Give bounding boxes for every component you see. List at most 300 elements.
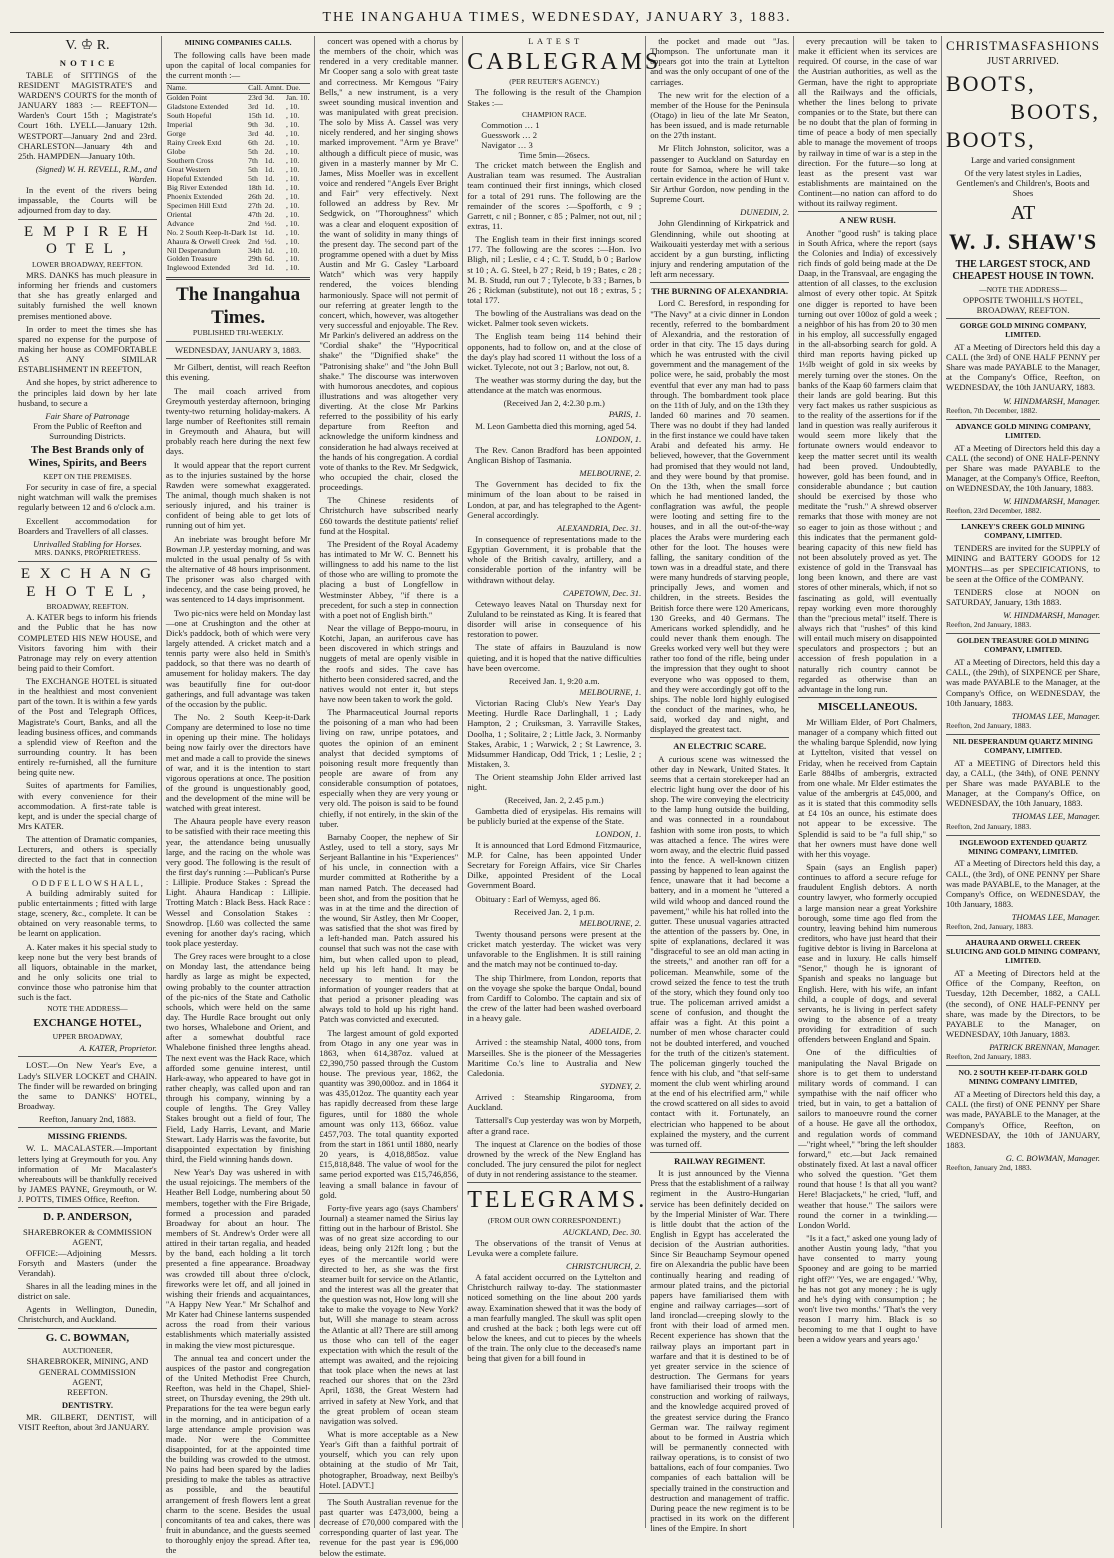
news-p1: concert was opened with a chorus by the members of the choir, which was rendered in a very creditable manner. Mr Cooper sang a solo with great taste and correctness. Mr Kemgous "Fairy Bells," a new instrument, is a very sweet sounding musical invention and was manipulated with great precision. The solo by Miss A. Cassel was very nicely rendered, and her singing shows marked improvement. "Arm ye Brave" although a difficult piece of music, was given in a masterly manner by Mr C. James, Miss Moeller was in excellent voice and rendered "Angels Ever Bright and Fair" very effectively. Next followed an address by Rev. Mr Sedgwick, on "Thoroughness" which was a clear and eloquent exposition of the want of solidity in many things of the present day. The second part of the programme opened with a duet by Miss Austin and Mr G. Casley "Larboard Watch" which was very happily rendered, the voices blending harmoniously. Space will not permit of our referring at greater length to the concert, which, however, was altogether very successful and enjoyable. The Rev. Mr Parkin's delivered an address on the "Cordial shake" the "Hypocritical shake" the "Dignified shake" the "Patronising shake" and "the John Bull shake." The discourse was interwoven with humorous anecdotes, and copious illustrations and was altogether very diverting. At the close Mr Parkins referred to the possibility of his early departure from Reefton and acknowledge the uniform kindness and consideration he had always received at the hands of his congregation. A cordial vote of thanks to the Rev. Mr Sedgwick, who occupied the chair, closed the proceedings. (319, 36, 459, 493)
calls-cell: 2d. (264, 138, 275, 148)
news-p6: Barnaby Cooper, the nephew of Sir Astley, used to tell a story, says Mr Serjeant Ballantine in his "Experiences" of his uncle, in connection with a murder committed at Rotherithe by a man named Patch. The deceased had been shot, and from the position that he was in at the time and the direction of the wound, Sir Astley, then Mr Cooper, was satisfied that the shot was fired by a left-handed man. Patch assured his counsel that such was not the case with him, but when called upon to plead, held up his left hand. It may be necessary to mention for the information of younger readers that at that period a prisoner pleading was always told to hold up his right hand. Patch was convicted and executed. (319, 831, 459, 1025)
calls-cell: 3rd (248, 263, 259, 273)
cable-p16: The Orient steamship John Elder arrived last night. (467, 772, 642, 793)
horse-name: Commotion (481, 119, 523, 130)
dateline-auckland: AUCKLAND, Dec. 30. (563, 1226, 642, 1237)
calls-cell: 6th (248, 138, 258, 148)
anderson-body: OFFICE:—Adjoining Messrs. Forsyth and Masters (under the Verandah). (18, 1247, 157, 1278)
news-p3: The President of the Royal Academy has intimated to Mr W. C. Bennett his willingness to add his name to the list of those who are willing to promote the placing a bust of Longfellow in Westminster Abbey, "if there is a precedent, for such a step in connection with a poet not of English birth." (319, 538, 459, 620)
news-p3: It would appear that the report current as to the injuries sustained by the horse Rawden were somewhat exaggerated. The animal, though much shaken is not seriously injured, and his trainer is confident of being able to get lots of running out of him yet. (165, 459, 311, 531)
railway-body: It is just announced by the Vienna Press that the establishment of a railway regiment in the Austro-Hungarian service has been definitely decided on by the Imperial Minister of War. There is little doubt that the action of the English in Egypt has accelerated the decision of the Austrian authorities. Since Sir Beauchamp Seymour opened fire on Alexandria the public have been continually hearing and reading of armour plated trains, and the pictorial papers have familiarised them with engine and railway carriages—sort of land ironclad—creeping slowly to the front with their load of armed men. Recent experience has shown that the railway plays an important part in warfare and that it is destined to be of yet greater service in the science of destruction. The Germans for years have familiarised their troops with the construction and working of railways, and the knowledge acquired proved of the greatest service during the Franco German war. The railway regiment about to be formed in Austria which will be permanently connected with railway operations, is to consist of two battalions, each of four companies. Two companies of each battalion will be specially trained in the construction and destruction and management of traffic. During peace the new regiment is to be practised in its work on the different lines of the Empire. In short (650, 1168, 790, 1534)
own-corr: (FROM OUR OWN CORRESPONDENT.) (487, 1215, 621, 1225)
note-addr: —NOTE THE ADDRESS— (978, 284, 1068, 294)
largest: THE LARGEST STOCK, AND CHEAPEST HOUSE IN TOWN. (952, 259, 1094, 282)
column-3 (315, 36, 463, 1558)
calls-cell: , 10. (285, 263, 300, 273)
anderson-title: D. P. ANDERSON, (43, 1211, 132, 1224)
advance-title: ADVANCE GOLD MINING COMPANY, LIMITED. (955, 421, 1091, 440)
notice-body: TABLE of SITTINGS of the RESIDENT MAGISTRATE'S and WARDEN'S COURTS for the month of JANUARY 1883 :— REEFTON—Warden's Court 15th ; Magistrate's Court 16th. LYELL—January 12th. WESTPORT—January 2nd and 23rd. CHARLESTON—January 4th and 25th. HAMPDEN—January 10th. (18, 69, 157, 161)
ahaura-sign: PATRICK BRENNAN, Manager. (989, 1042, 1101, 1053)
calls-cell: Jan. 10. (285, 93, 310, 103)
calls-cell: 7th (248, 156, 258, 165)
calls-cell: , 10. (285, 191, 300, 201)
calls-cell: 2d. (264, 209, 275, 219)
cable-p21: Received Jan. 2, 1 p.m. (514, 906, 595, 917)
ahaura-body: AT a Meeting of Directors held at the Office of the Company, Reefton, on Tuesday, 12th December, 1882, a CALL (the second), of ONE HALF-PENNY per share, was made by the Directors, to be PAYABLE to the Manager, on WEDNESDAY, 10th January, 1883. (945, 968, 1101, 1039)
royal-crest-icon (18, 38, 157, 55)
lost-date: Reefton, January 2nd, 1883. (38, 1114, 136, 1125)
danks-sign: MRS. DANKS, PROPRIETRESS. (34, 547, 141, 557)
calls-cell: Great Western (166, 164, 211, 174)
dateline-sydney: SYDNEY, 2. (600, 1081, 642, 1092)
calls-cell: , 10. (285, 164, 300, 174)
divider (946, 318, 1100, 319)
exchange-p5: A building admirably suited for public entertainments ; fitted with large stage, scenery, &c., complete. It can be obtained on very reasonable terms, to be learnt on application. (18, 887, 157, 939)
calls-cell: , 10. (285, 254, 300, 264)
dateline-london: LONDON, 1. (595, 828, 642, 839)
news-p7: The Ahaura people have every reason to be satisfied with their race meeting this year, the attendance being unusually large, and the racing on the whole was very good. The following is the result of the first day's running :—Publican's Purse : Lillipie. Produce Stakes : Spread the Light. Ahaura Handicap : Lillipie. Trotting Match : Black Bess. Hack Race : Wessel and Consolation Stakes : Snowdrop. [L60 was collected the same evening for another day's racing, which took place yesterday. (165, 816, 311, 949)
nil-body: AT a MEETING of Directors held this day, a CALL, (the 34th), of ONE PENNY per Share was made PAYABLE to the Manager, at the Company's Office, on WEDNESDAY, the 10th January, 1883. (945, 757, 1101, 809)
calls-cell: 9th (248, 120, 258, 130)
misc-p6: "Is it a fact," asked one young lady of another Austin young lady, "that you have consented to marry young Spooney and are going to be married right off?" 'Yes, we are engaged.' 'Why, he has not got any money ; he is ugly and he's dying with consumption ; he won't live two months.' 'That's the very reason I marry him. Black is so becoming to me that I ought to have been a widow years and years ago.' (798, 1233, 937, 1345)
calls-header: Name. (166, 84, 247, 94)
cable-p9: The Rev. Canon Bradford has been appointed Anglican Bishop of Tasmania. (467, 444, 642, 465)
divider (166, 358, 310, 359)
divider (798, 211, 937, 212)
calls-cell: 3d. (264, 93, 275, 103)
calls-cell: 1d. (264, 245, 275, 255)
exchange-title2: EXCHANGE HOTEL, (33, 1017, 142, 1030)
calls-header: Due. (285, 84, 310, 94)
cable-p8: M. Leon Gambetta died this morning, aged 54. (475, 420, 637, 431)
calls-header: Amnt. (264, 83, 284, 93)
calls-cell: Phoenix Extended (166, 191, 223, 201)
tele-p3: Mr Flitch Johnston, solicitor, was a passenger to Auckland on Saturday en route for Samoa, where he will take certain evidence in the action of Hunt v. Sir Arthur Gordon, now pending in the Supreme Court. (650, 143, 790, 205)
calls-cell: 47th (248, 209, 262, 219)
empire-p3: And she hopes, by strict adherence to the principles laid down by her late husband, to secure a (18, 377, 157, 408)
calls-cell: Imperial (166, 120, 193, 130)
divider (650, 1152, 789, 1153)
notice-title: N O T I C E (59, 57, 116, 68)
bowman-l3: GENERAL COMMISSION (39, 1366, 136, 1377)
calls-cell: 5th (248, 173, 258, 183)
cable-p23: The ship Thirlmere, from London, reports that on the voyage she spoke the barque Ondal, bound from Cardiff to Colombo. The captain and six of the crew of the latter had been washed overboard in a heavy gale. (467, 972, 642, 1024)
news-p8: Forty-five years ago (says Chambers' Journal) a steamer named the Sirius lay fitting out in the harbour of Bristol. She was of no great size according to our ideas, being only 212ft long ; but the eyes of the mercantile world were directed to her, as she was the first steamer built for service on the Atlantic, and the interest was all the greater that the question was not, How long will she take to make the voyage to New York? but, Will she manage to steam across the Atlantic at all? There are still among us those who can tell of the eager expectation with which the result of the attempt was awaited, and the rejoicing that took place when the news at last reached our shores that on the 23rd April, 1838, the Great Western had arrived in safety at New York, and that the great problem of ocean steam navigation was solved. (319, 1202, 459, 1426)
dateline-adelaide: ADELAIDE, 2. (589, 1026, 642, 1037)
fashions: FASHIONS (1029, 38, 1101, 53)
horse-place: 3 (528, 139, 533, 150)
rush-body: Another "good rush" is taking place in South Africa, where the report (says the Colonies and India) of excessively rich finds of gold being made at the De Daap, in the Transvaal, are engaging the attention of all classes, to the exclusion almost of every other topic. At Spitzk one digger is reported to have been turning out over 100oz of gold a week ; a neighbor of his has from 20 to 30 men in his employ, all successfully engaged in the all-absorbing search for gold. A third man reports having picked up 1½lb weight of gold in six weeks by merely turning over the stones. On the banks of the Kaap 60 farmers claim that their lands are gold bearing. But this very fact makes us rather suspicious as to the reality of the assertions for if the land in question was really auriferous it would seem more likely that the fortunate owners would endeavor to keep the matter secret until its wealth had been proved. Undoubtedly, however, gold has been found, and in considerable abundance ; but caution should be exercised by those who meditate the "rush." A shrewd observer remarks that those with money are not so eager to join as those without ; and this indicates that the permanent gold-bearing capacity of this new field has not been absolutely proved as yet. The existence of gold in the Transvaal has long been known, and there are vast stores of other minerals, which, if not so fascinating as gold, will eventually repay working even more thoroughly than the "precious metal" itself. There is always rich that "rushes" of this kind will entail much misery on disappointed speculators and prospectors ; but an accession of fresh population in a naturally rich country cannot be regarded as otherwise than an advantage in the long run. (798, 227, 937, 694)
divider (18, 1328, 157, 1329)
calls-cell: Rainy Creek Extd (166, 138, 222, 148)
calls-cell: , 10. (285, 111, 300, 121)
dateline-melbourne: MELBOURNE, 1. (579, 686, 642, 697)
treasure-body: AT a Meeting of Directors, held this day a CALL, (the 29th), of SIXPENCE per Share, was made PAYABLE to the Manager, at the Company's Office, on WEDNESDAY, the 10th January, 1883. (945, 657, 1101, 708)
calls-cell: 1d. (264, 227, 275, 237)
divider (166, 341, 310, 342)
horse-place: 2 (532, 129, 538, 140)
advance-sign: W. HINDMARSH, Manager. (1003, 496, 1101, 507)
cable-p20: Obituary : Earl of Wemyss, aged 86. (475, 893, 601, 904)
railway-cont: every precaution will be taken to make it efficient when its services are required. Of course, in the case of war the Austrian authorities, as well as the German, have the right to appropriate all the Railways and the officials, whether the lines belong to private companies or to the State, but there can be no doubt that the plan of forming in time of peace a body of men specially able to manage the movement of troops by railway in time of war is a step in the direction. For the future—so long at least as the present vast war establishments are maintained on the Continent—no nation can afford to do without its railway regiment. (798, 36, 937, 209)
news-p2: The mail coach arrived from Greymouth yesterday afternoon, bringing twenty-two returning holiday-makers. A large number of Reeftonites still remain in Greymouth and Ahaura, but will probably reach here during the next few days. (165, 385, 311, 457)
column-1 (14, 36, 162, 1528)
divider (18, 561, 157, 562)
lankey-body: TENDERS are invited for the SUPPLY of MINING and BATTERY GOODS for 12 MONTHS—as per SPECIFICATIONS, to be seen at the Office of the COMPANY. (945, 543, 1101, 584)
calls-cell: 34th (248, 245, 262, 255)
calls-cell: , 10. (285, 236, 300, 246)
lankey-date: Reefton, 2nd January, 1883. (945, 620, 1032, 630)
calls-cell: No. 2 South Keep-It-Dark (166, 227, 247, 237)
cable-p3: The English team in their first innings scored 177. The following are the scores :—Hon. Ivo Bligh, nil ; Leslie, c 4 ; C. T. Studd, b 0 ; Barlow st 10 ; A. G. Steel, b 27 ; Reid, b 19 ; Bates, c 28 ; M. B. Studd, run out 7 ; Tylecote, b 33 ; Barnes, b 26 ; Rickman (substitute), not out 18 ; extras, 5 ; total 177. (467, 234, 642, 306)
calls-cell: , 10. (285, 245, 300, 255)
dateline-capetown: CAPETOWN, Dec. 31. (562, 587, 642, 598)
cable-p6: The weather was stormy during the day, but the attendance at the match was enormous. (467, 375, 642, 396)
calls-cell: , 10. (285, 102, 300, 112)
divider (798, 697, 937, 698)
dentistry: DENTISTRY. (61, 1399, 114, 1410)
champion-race: CHAMPION RACE. (521, 109, 587, 119)
lankey-sign: W. HINDMARSH, Manager. (1003, 610, 1101, 621)
dateline: WEDNESDAY, JANUARY 3, 1883. (175, 345, 302, 356)
horse-row: Navigator … 3 (481, 139, 533, 150)
gorge-sign: W. HINDMARSH, Manager. (1003, 395, 1101, 406)
kater-sign: A. KATER, Proprietor. (79, 1043, 157, 1054)
boots-3: BOOTS, (945, 127, 1036, 153)
news-p5: Two pic-nics were held on Monday last—one at Crushington and the other at Dick's paddock, both of which were very largely attended. A cricket match and a tennis party were also held in Smith's paddock, so that there was no dearth of amusement for holiday makers. The day was beautifully fine for out-door gatherings, and full advantage was taken of the occasion by the public. (165, 607, 311, 709)
tele-p2: The new writ for the election of a member of the House for the Peninsula (Otago) in lieu of the late Mr Seaton, has been issued, and is made returnable on the 27th instant. (650, 89, 790, 141)
cable-p4: The bowling of the Australians was dead on the wicket. Palmer took seven wickets. (467, 308, 642, 329)
exchange-sub2: UPPER BROADWAY, (52, 1032, 123, 1042)
empire-p5: From the Public of Reefton and Surrounding Districts. (33, 420, 142, 442)
news-p2: The Chinese residents of Christchurch have subscribed nearly £60 towards the destitute patients' relief fund at the Hospital. (319, 495, 459, 536)
notice-sign: (Signed) W. H. REVELL, R.M., and Warden. (35, 163, 157, 185)
news-p8: The Grey races were brought to a close on Monday last, the attendance being hardly as large as might be expected, owing probably to the counter attraction of the pic-nics of the State and Catholic schools, which were held on the same day. The Hurdle Race brought out only two horses, Whalebone and Orient, and after a somewhat doubtful race Whalebone finished three lengths ahead. The next event was the Hack Race, which afforded some genuine interest, until Hark-away, who appeared to have got in rather cheaply, was called upon and ran through his company, winning by a couple of lengths. The Grey Valley Stakes brought out a field of four, The Field, Lady Harris, Levant, and Marie Stewart. Lady Harris was the favorite, but disappointed expectation by finishing third, the Field winning hands down. (165, 951, 311, 1164)
cable-p1: The following is the result of the Champion Stakes :— (467, 87, 642, 108)
calls-cell: ½d. (264, 236, 277, 246)
horse-row: Commotion … 1 (481, 119, 540, 130)
gorge-body: AT a Meeting of Directors held this day a CALL (the 3rd) of ONE HALF PENNY per Share was made PAYABLE to the Manager, at the Company's Office, Reefton, on WEDNESDAY, the 10th JANUARY, 1883. (945, 341, 1101, 393)
cable-p2: The cricket match between the English and Australian team was resumed. The Australian team continued their first innings, which closed for a total of 291 runs. The following are the remainder of the scores :—Spofforth, c 9 ; Garrett, c nil ; Bonner, c 85 ; Palmer, not out, nil ; extras, 11. (467, 160, 642, 232)
divider (166, 277, 310, 280)
column-6 (794, 36, 942, 1528)
empire-sub: LOWER BROADWAY, REEFTON. (32, 260, 143, 269)
exchange-p1: A. KATER begs to inform his friends and the Public that he has now COMPLETED HIS NEW HOUSE, and Visitors favoring him with their Patronage may rely on every attention being paid to their Comfort. (18, 612, 157, 673)
bowman-l5: REEFTON. (67, 1386, 108, 1397)
published: PUBLISHED TRI-WEEKLY. (192, 328, 284, 338)
calls-header: Call. (248, 83, 263, 93)
ingle-sign: THOMAS LEE, Manager. (1011, 912, 1101, 923)
calls-cell: ½d. (264, 218, 277, 228)
lankey-body2: TENDERS close at NOON on SATURDAY, January, 13th 1883. (945, 586, 1101, 607)
calls-cell: 2nd (248, 218, 260, 228)
paper-title: The Inangahua Times. (176, 284, 301, 328)
ingle-title: INGLEWOOD EXTENDED QUARTZ MINING COMPANY, LIMITED. (959, 837, 1087, 856)
ingle-date: Reefton, 2nd, January, 1883. (945, 922, 1034, 932)
calls-cell: 3d. (264, 120, 275, 130)
calls-cell: South Hopeful (166, 111, 212, 121)
dateline-london: LONDON, 1. (595, 433, 642, 444)
misc-p5: One of the difficulties of manipulating the Naval Brigade on shore is to get them to understand military words of command. I can sympathise with the naif officer who tried, but in vain, to get a battalion of sailors to manoeuvre round the corner of a house. He gave all the orthodox, and regulation words of command—"right wheel," "bring the left shoulder forward," etc.—but Jack remained obstinately fixed. At last a naval officer who solved the question. "Get them round that house ! Is that all you want? Here! Blacjackets," he cried, "luff, and weather that house." The sailors were round the corner in a twinkling.—London World. (798, 1047, 937, 1230)
nil-date: Reefton, 2nd January, 1883. (945, 821, 1032, 831)
calls-row (166, 264, 310, 273)
gorge-title: GORGE GOLD MINING COMPANY, LIMITED. (959, 320, 1087, 339)
exchange-note: NOTE THE ADDRESS— (47, 1004, 128, 1014)
column-4 (463, 36, 662, 1528)
calls-cell: Big River Extended (166, 182, 228, 192)
misc-title: MISCELLANEOUS. (817, 701, 918, 713)
at: AT (1010, 201, 1036, 224)
reuter: (PER REUTER'S AGENCY.) (509, 77, 600, 87)
dateline-christchurch: CHRISTCHURCH, 2. (566, 1260, 642, 1271)
divider (650, 282, 789, 283)
divider (946, 734, 1100, 735)
cable-p7: (Received Jan 2, 4:2.30 p.m.) (503, 398, 605, 409)
news-p6: The No. 2 South Keep-it-Dark Company are determined to lose no time in opening up their mine. The holidays being now fairly over the directors have met and made a call to provide the sinews of war, and it is the intention to start vigorous operations at once. The position of the ground is unquestionably good, and the development of the mine will be watched with great interest. (165, 711, 311, 814)
burning-body: Lord C. Beresford, in responding for "The Navy" at a civic dinner in London recently, referred to the bombardment of Alexandria, and the restoration of order in that city. The 15 days during which he was entrusted with the civil government and the management of the police were, he said, probably the most eventful that ever any man had to pass through. The bombardment took place on the 11th of July, and on the 13th they landed 60 marines and 70 seamen. There was no doubt if they had landed in the first instance we could have taken Arabi and defeated his army. He believed, however, that the Government had promised that they would not land, and they were bound by that promise. On the 13th, when the small force which he had mentioned landed, the conflagration was awful, the people were looting and setting fire to the houses, and in all the out-of-the-way places the Arabs were murdering each other for the loot. The houses were falling, the sanitary condition of the town was in a dreadful state, and there were many hundreds of starving people, principally Jews, and women and children, in the streets. Besides the British force there were 120 Americans, 130 Greeks, and 40 Germans. The Americans worked splendidly, and he could never thank them enough. The Greeks worked very well but they were rather too fond of the rifle, being under the impression that they ought to shoot everyone who was opposed to them, and they were accordingly got off to the ships. The noble lord highly eulogised the conduct of the marines, who, he said, worked day and night, and displayed the greatest tact. (650, 298, 790, 735)
missing-title: MISSING FRIENDS. (47, 1131, 128, 1142)
notice-foot: In the event of the rivers being impassable, the Courts will be adjourned from day to day. (18, 185, 157, 216)
column-5 (646, 36, 794, 1534)
calls-cell: , 10. (285, 138, 300, 148)
calls-cell: 1d. (264, 173, 275, 183)
calls-cell: 2d. (264, 147, 275, 157)
cable-p18: Gambetta died of erysipelas. His remains will be publicly buried at the expense of the State. (467, 805, 642, 826)
cable-p17: (Received, Jan. 2, 2.45 p.m.) (504, 795, 604, 806)
news-p7: The largest amount of gold exported from Otago in any one year was in 1863, when 614,387oz. valued at £2,390,750 passed through the Custom house. The previous year, 1862, the quantity was 390,000oz. and in 1864 it was 435,012oz. The quantity each year has rapidly decreased from these large figures, until for 1880 the whole amount was only 113, 666oz. value £457,703. The total quantity exported from the start in 1861 until 1880, nearly 20 years, is 4,018,885oz. value £15,818,848. The value of wool for the same period exported was £15,746,856, leaving a small balance in favour of gold. (319, 1027, 459, 1200)
horse-row: Guesswork … 2 (481, 129, 538, 140)
calls-cell: 2d. (264, 200, 275, 210)
cable-p12: Cetewayo leaves Natal on Thursday next for Zululand to be reinstated as King. It is feared that disorder will arise in consequence of his restoration to power. (467, 598, 642, 640)
calls-cell: , 10. (285, 182, 300, 192)
empire-p7: Excellent accommodation for Boarders and Travellers of all classes. (18, 515, 157, 536)
cable-p5: The English team being 114 behind their opponents, had to follow on, and at the close of the day's play had scored 11 without the loss of a wicket. Tylecote, not out 3 ; Barlow, not out, 8. (467, 331, 642, 372)
calls-cell: 1st (248, 227, 258, 237)
calls-cell: , 10. (285, 218, 300, 228)
empire-p1: MRS. DANKS has much pleasure in informing her friends and customers that she has greatly enlarged and suitably furnished the well known premises mentioned above. (18, 269, 157, 321)
cable-p13: The state of affairs in Bauzuland is now quieting, and it is hoped that the native difficulties have been overcome. (467, 642, 642, 673)
railway-title: RAILWAY REGIMENT. (674, 1156, 766, 1167)
tele-p1: the pocket and made out "Jas. Thompson. The unfortunate man it appears got into the train at Lyttelton and was the only occupant of one of the carriages. (650, 36, 790, 87)
exchange-p4: The attention of Dramatic companies, Lecturers, and others is specially directed to the fact that in connection with the hotel is the (18, 834, 157, 875)
boots-1: BOOTS, (945, 71, 1036, 97)
news-p9: New Year's Day was ushered in with the usual rejoicings. The members of the Heather Bell Lodge, numbering about 50 members, together with the Fire Brigade, formed a procession and paraded Broadway for about an hour. The members of St. Andrew's Order were all attired in their tartan regalia, and headed by the band, each holding a lit torch presented a fine appearance. Broadway was crowded till about three o'clock, fireworks were let off, and all joined in wishing their friends and acquaintances, "A Happy New Year." Mr Schalhof and Mr Kater had Chinese lanterns suspended across the road from their various establishments which materially assisted in making the view most picturesque. (165, 1167, 311, 1350)
exchange-title: E X C H A N G E H O T E L , (20, 565, 155, 600)
masthead: THE INANGAHUA TIMES, WEDNESDAY, JANUARY 3, 1883. (10, 10, 1104, 33)
divider (946, 633, 1100, 634)
cable-p15: Victorian Racing Club's New Year's Day Meeting. Hurdle Race Darlinghall, 1 ; Lady Hampton, 2 ; Cruiksman, 3. Yarraville Stakes, Doolha, 1 ; Solitaire, 2 ; Little Jack, 3. Normanby Stakes, Arabic, 1 ; Warwick, 2 ; St Lawrence, 3. Midsummer Handicap, Odd Trick, 1 ; Leslie, 2 ; Mistaken, 3. (467, 698, 642, 769)
calls-cell: 1d. (264, 164, 275, 174)
calls-cell: 2nd (248, 236, 260, 246)
bowman-l2: SHAREBROKER, MINING, AND (26, 1356, 149, 1367)
calls-cell: 27th (248, 200, 262, 210)
christmas: CHRISTMAS (945, 38, 1030, 53)
calls-cell: , 10. (285, 200, 300, 210)
misc-p3: Mr William Elder, of Port Chalmers, manager of a company which fitted out the whaling barque Splendid, now lying at Lyttelton, visited that vessel on Friday, when he received from Captain Earle 884lbs of ambergris, extracted from one whale. Mr Elder estimates the value of the ambergris at £45,000, and as it is stated that this commodity sells at £4 10s an ounce, his estimate does not appear to be excessive. The Splendid is said to be "a full ship," so that her owners must have done well with her this voyage. (798, 716, 937, 859)
divider (946, 1065, 1100, 1066)
no2-body: AT a Meeting of Directors held this day, a CALL (the first) of ONE PENNY per Share was made, PAYABLE to the Manager, at the Company's Office, Reefton, on WEDNESDAY, the 10th of JANUARY, 1883. (945, 1089, 1101, 1150)
news-p4: Near the village of Beppo-mouru, in Kotchi, Japan, an auriferous cave has been discovered in which strings and nuggets of metal are openly visible in the roofs and sides. The cave has hitherto been considered sacred, and the natives would not enter it, but steps have now been taken to work the gold. (319, 623, 459, 704)
rush-title: A NEW RUSH. (839, 215, 896, 226)
calls-title: MINING COMPANIES CALLS. (184, 38, 292, 47)
calls-cell: , 10. (285, 227, 300, 237)
calls-cell: 1d. (264, 156, 275, 165)
race-time: Time 5min—26secs. (518, 150, 590, 161)
calls-cell: Golden Treasure (166, 254, 218, 264)
calls-cell: 6d. (264, 254, 275, 264)
calls-cell: Hopeful Extended (166, 173, 223, 183)
dateline-dunedin: DUNEDIN, 2. (740, 207, 790, 218)
divider (18, 1127, 157, 1128)
crest-glyph-icon: ♔ (80, 38, 94, 53)
calls-cell: , 10. (285, 209, 300, 219)
calls-cell: Southern Cross (166, 156, 214, 165)
arrived: JUST ARRIVED. (987, 56, 1059, 68)
divider (18, 1207, 157, 1208)
lankey-title: LANKEY'S CREEK GOLD MINING COMPANY, LIMITED. (961, 522, 1085, 541)
divider (946, 419, 1100, 420)
calls-cell: Ahaura & Orwell Creek (166, 236, 241, 246)
ahaura-title: AHAURA AND ORWELL CREEK SLUICING AND GOLD MINING COMPANY, LIMITED. (946, 938, 1100, 966)
cable-p25: Arrived : Steamship Ringarooma, from Auckland. (467, 1092, 642, 1113)
brands: The Best Brands only of Wines, Spirits, and Beers (28, 444, 147, 470)
dateline-melbourne: MELBOURNE, 2. (579, 468, 642, 479)
calls-cell: 1d. (264, 102, 275, 112)
calls-cell: 1d. (264, 111, 275, 121)
calls-cell: , 10. (285, 120, 300, 130)
bowman-title: G. C. BOWMAN, (45, 1331, 130, 1344)
exchange-p3: Suites of apartments for Families, with every convenience for their accommodation. A first-rate table is kept, and is under the special charge of Mrs KATER. (18, 780, 157, 832)
lost: LOST.—On New Year's Eve, a Lady's SILVER LOCKET and CHAIN. The finder will be rewarded on bringing the same to DANKS' HOTEL, Broadway. (18, 1060, 157, 1111)
divider (18, 219, 157, 220)
calls-cell: , 10. (285, 156, 300, 165)
opposite: OPPOSITE TWOHILL'S HOTEL, BROADWAY, REEFTON. (962, 294, 1084, 315)
calls-cell: Golden Point (166, 93, 208, 103)
christmas-header (946, 38, 1100, 53)
news-p9: What is more acceptable as a New Year's Gift than a faithful portrait of yourself, which you can rely upon obtaining at the studio of Mr Tait, photographer, Broadway, next Beilby's Hotel. [ADVT.] (319, 1428, 459, 1490)
tele-p29: A fatal accident occurred on the Lyttelton and Christchurch railway to-day. The stationmaster noticed something on the line about 200 yards away. Examination shewed that it was the body of a man fearfully mangled. The skull was split open and crushed at the back ; both legs were cut off below the knees, and cut to pieces by the wheels of the train. The only clue to the deceased's name being that given for a bill found in (467, 1272, 642, 1364)
cable-p10: The Government has decided to fix the minimum of the loan about to be raised in London, at par, and has telegraphed to the Agent-General accordingly. (467, 479, 642, 520)
electric-body: A curious scene was witnessed the other day in Newark, United States. It seems that a certain storekeeper had an electric light hung over the door of his shop. The wire conveying the electricity to the lamp hung outside the building, and was connected in a roundabout fashion with some iron posts, to which was attached a fence. The wires were worn away, and the electric fluid passed into the fence. A well-known citizen passing by happened to lean against the fence, unaware that it had become a battery, and in a moment he "uttered a wild wild whoop and danced round the pavement," while his hat rolled into the gutter. These unusual vagaries attracted the attention of the passers by. One, in spite of explanations, declared it was "disgraceful to see an old man acting in the streets," and another ran off for a policeman. Meanwhile, some of the crowd seized the fence to test the truth of the story, which they found only too true. The policeman arrived amidst a scene of confusion, and thought the affair was a fight. At this point a number of men whose character could not be doubted interfered, and vouched for the truth of the citizen's statement. The policeman gingerly touched the fence with his club, and "that self-same moment the club went whirling around at the end of his electrified arm," while the crowd scattered on all sides to avoid contact with it. Fortunately, an electrician who happened to be about explained the mystery, and the current was turned off. (650, 753, 790, 1149)
news-p5: The Pharmaceutical Journal reports the poisoning of a man who had been living on raw, unripe potatoes, and quotes the opinion of an eminent analyst that decided symptoms of poisoning result more frequently than people are aware of from any considerable consumption of potatoes, especially when they are very young or very old. The poison is said to be found chiefly, if not entirely, in the skin of the tuber. (319, 707, 459, 829)
boots-2: BOOTS, (1010, 99, 1101, 125)
empire-p6: For security in case of fire, a special night watchman will walk the premises regularly between 12 and 6 o'clock a.m. (18, 482, 157, 513)
calls-cell: , 10. (285, 129, 300, 139)
cable-p26: Tattersall's Cup yesterday was won by Morpeth, after a grand race. (467, 1115, 642, 1136)
telegrams-title: TELEGRAMS. (467, 1187, 648, 1214)
calls-cell: 3rd (248, 129, 259, 139)
anderson-sub: SHAREBROKER & COMMISSION AGENT, (22, 1227, 152, 1248)
calls-cell: Gorge (166, 129, 186, 139)
no2-title: NO. 2 SOUTH KEEP-IT-DARK GOLD MINING COMPANY LIMITED, (958, 1068, 1088, 1087)
advance-body: AT a Meeting of Directors held this day a CALL (the second) of ONE HALF-PENNY per Share was made PAYABLE to the Manager, at the Company's Office, Reefton, on WEDNESDAY, the 10th January, 1883. (945, 442, 1101, 494)
horse-place: 1 (535, 119, 540, 130)
divider (946, 519, 1100, 520)
treasure-sign: THOMAS LEE, Manager. (1011, 710, 1101, 721)
empire-p4: Fair Share of Patronage (45, 410, 130, 421)
news-p1: Mr Gilbert, dentist, will reach Reefton this evening. (165, 362, 311, 383)
calls-cell: 1d. (264, 263, 275, 273)
latest: L A T E S T (528, 36, 581, 46)
treasure-title: GOLDEN TREASURE GOLD MINING COMPANY, LIMITED. (956, 636, 1090, 655)
nil-sign: THOMAS LEE, Manager. (1011, 811, 1101, 822)
calls-cell: Advance (166, 218, 194, 228)
gorge-date: Reefton, 7th December, 1882. (945, 405, 1038, 415)
shaw: W. J. SHAW'S (948, 229, 1098, 255)
calls-cell: 29th (248, 254, 262, 264)
divider (18, 1056, 157, 1057)
calls-body (166, 94, 310, 274)
calls-cell: Oriental (166, 209, 192, 219)
divider (946, 935, 1100, 936)
cable-p27: The inquest at Clarence on the bodies of those drowned by the wreck of the New England has concluded. The jury censured the pilot for neglect of duty in not rendering assistance to the steamer. (467, 1138, 642, 1180)
calls-cell: 18th (248, 182, 262, 192)
calls-cell: 23rd (248, 93, 263, 103)
divider (946, 835, 1100, 836)
cable-p24: Arrived : the steamship Natal, 4000 tons, from Marseilles. She is the pioneer of the Messageries Maritime Co.'s line to Australia and New Caledonia. (467, 1037, 642, 1078)
calls-cell: 2d. (264, 191, 275, 201)
calls-table (166, 83, 310, 273)
kept: KEPT ON THE PREMISES. (43, 472, 132, 482)
calls-cell: 5th (248, 147, 258, 157)
calls-cell: 1d. (264, 182, 275, 192)
calls-cell: 4d. (264, 129, 275, 139)
cable-p22: Twenty thousand persons were present at the cricket match yesterday. The wicket was very unfavorable to the Englishmen. It is still raining and the match may not be continued to-day. (467, 929, 642, 970)
vr-left: V. (65, 38, 78, 53)
dateline-paris: PARIS, 1. (608, 409, 642, 420)
latest-styles: Of the very latest styles in Ladies, Gentlemen's and Children's, Boots and Shoes (956, 168, 1090, 199)
exchange-p6: A. Kater makes it his special study to keep none but the very best brands of all liquors, obtainable in the market, and he only solicits one trial to convince those who patronise him that such is the fact. (18, 941, 157, 1003)
calls-cell: Nil Desperandum (166, 245, 221, 255)
column-2 (162, 36, 315, 1556)
news-p10: The annual tea and concert under the auspices of the pastor and congregation of the United Methodist Free Church, Reefton, was held in the Chapel, Shiel-street, on Thursday evening, the 29th ult. Preparations for the tea were begun early in the morning, and in anticipation of a large attendance ample provision was made. Nor were the Committee disappointed, for at the appointed time the building was crowded to the utmost. No pains had been spared by the ladies presiding to make the tables as attractive as possible, and the beautiful arrangement of fresh flowers lent a great charm to the scene. Besides the usual concomitants of tea and cakes, there was fruit in abundance, and the guests seemed to thoroughly enjoy the spread. After tea, the (165, 1352, 311, 1556)
dateline-alexandria: ALEXANDRIA, Dec. 31. (556, 522, 642, 533)
cable-p19: It is announced that Lord Edmond Fitzmaurice, M.P. for Calne, has been appointed Under Secretary for Foreign Affairs, vice Sir Charles Dilke, appointed President of the Local Government Board. (467, 839, 642, 891)
missing-body: W. L. MACALASTER.—Important letters lying at Greymouth for you. Any information of Mr Macalaster's whereabouts will be thankfully received by JAMES PAYNE, Greymouth, or W. J. POTTS, TIMES Office, Reefton. (18, 1143, 157, 1205)
divider (319, 1493, 458, 1494)
empire-title: E M P I R E H O T E L , (24, 223, 151, 258)
cable-p11: In consequence of representations made to the Egyptian Government, it is probable that the whole of the British cavalry, artillery, and a considerable portion of the infantry will be withdrawn without delay. (467, 533, 642, 585)
oddfellows: O D D F E L L O W S H A L L , (32, 877, 143, 888)
anderson-body3: Agents in Wellington, Dunedin, Christchurch, and Auckland. (18, 1304, 157, 1325)
calls-header-row (166, 84, 310, 94)
nil-title: NIL DESPERANDUM QUARTZ MINING COMPANY, LIMITED. (952, 736, 1094, 755)
news-p4: An inebriate was brought before Mr Bowman J.P. yesterday morning, and was mulcted in the usual penalty of 5s with the alternative of 48 hours imprisonment. The prisoner was also charged with indecency, and the case being proved, he was sentenced to 14 days imprisonment. (165, 533, 311, 605)
columns (14, 36, 1104, 1558)
vr-right: R. (96, 38, 110, 53)
news-p10: The South Australian revenue for the past quarter was £473,000, being a decrease of £70,000 compared with the corresponding quarter of last year. The revenue for the past year is £96,000 below the estimate. (319, 1496, 459, 1558)
calls-cell: Gladstone Extended (166, 102, 229, 112)
calls-cell: 5th (248, 164, 258, 174)
exchange-sub: BROADWAY, REEFTON. (46, 602, 129, 612)
cable-p14: Received Jan. 1, 9:20 a.m. (508, 675, 600, 686)
exchange-p2: The EXCHANGE HOTEL is situated in the healthiest and most convenient part of the town. It is within a few yards of the Post and Telegraph Offices, Magistrate's Court, Banks, and all the leading business offices, and commands a splendid view of Reefton and the surrounding country. It has been entirely re-furnished, all the furniture being quite new. (18, 676, 157, 778)
tele-p4: John Glendinning of Kirkpatrick and Glendinning, while out shooting at Waikouaiti yesterday met with a serious accident by a gun bursting, inflicting injury and rendering amputation of the left arm necessary. (650, 218, 790, 280)
horse-name: Navigator (481, 139, 516, 150)
calls-cell: 3rd (248, 102, 259, 112)
calls-cell: Specimen Hill Extd (166, 200, 227, 210)
ingle-body: AT a Meeting of Directors held this day, a CALL, (the 3rd), of ONE PENNY per Share was made PAYABLE, to the Manager, at the Company's Office, on WEDNESDAY, the 10th January, 1883. (945, 858, 1101, 910)
large: Large and varied consignment (970, 154, 1076, 165)
no2-date: Reefton, January 2nd, 1883. (945, 1163, 1032, 1173)
calls-cell: 26th (248, 191, 262, 201)
stabling: Unrivalled Stabling for Horses. (33, 538, 142, 549)
gilbert: MR. GILBERT, DENTIST, will VISIT Reefton, about 3rd JANUARY. (18, 1412, 157, 1433)
empire-p2: In order to meet the times she has spared no expense for the purpose of making her house as COMFORTABLE AS ANY SIMILAR ESTABLISHMENT IN REEFTON, (18, 323, 157, 375)
anderson-body2: Shares in all the leading mines in the district on sale. (18, 1280, 157, 1302)
calls-cell: 15th (248, 111, 262, 121)
calls-intro: The following calls have been made upon the capital of local companies for the current month :— (165, 49, 311, 81)
